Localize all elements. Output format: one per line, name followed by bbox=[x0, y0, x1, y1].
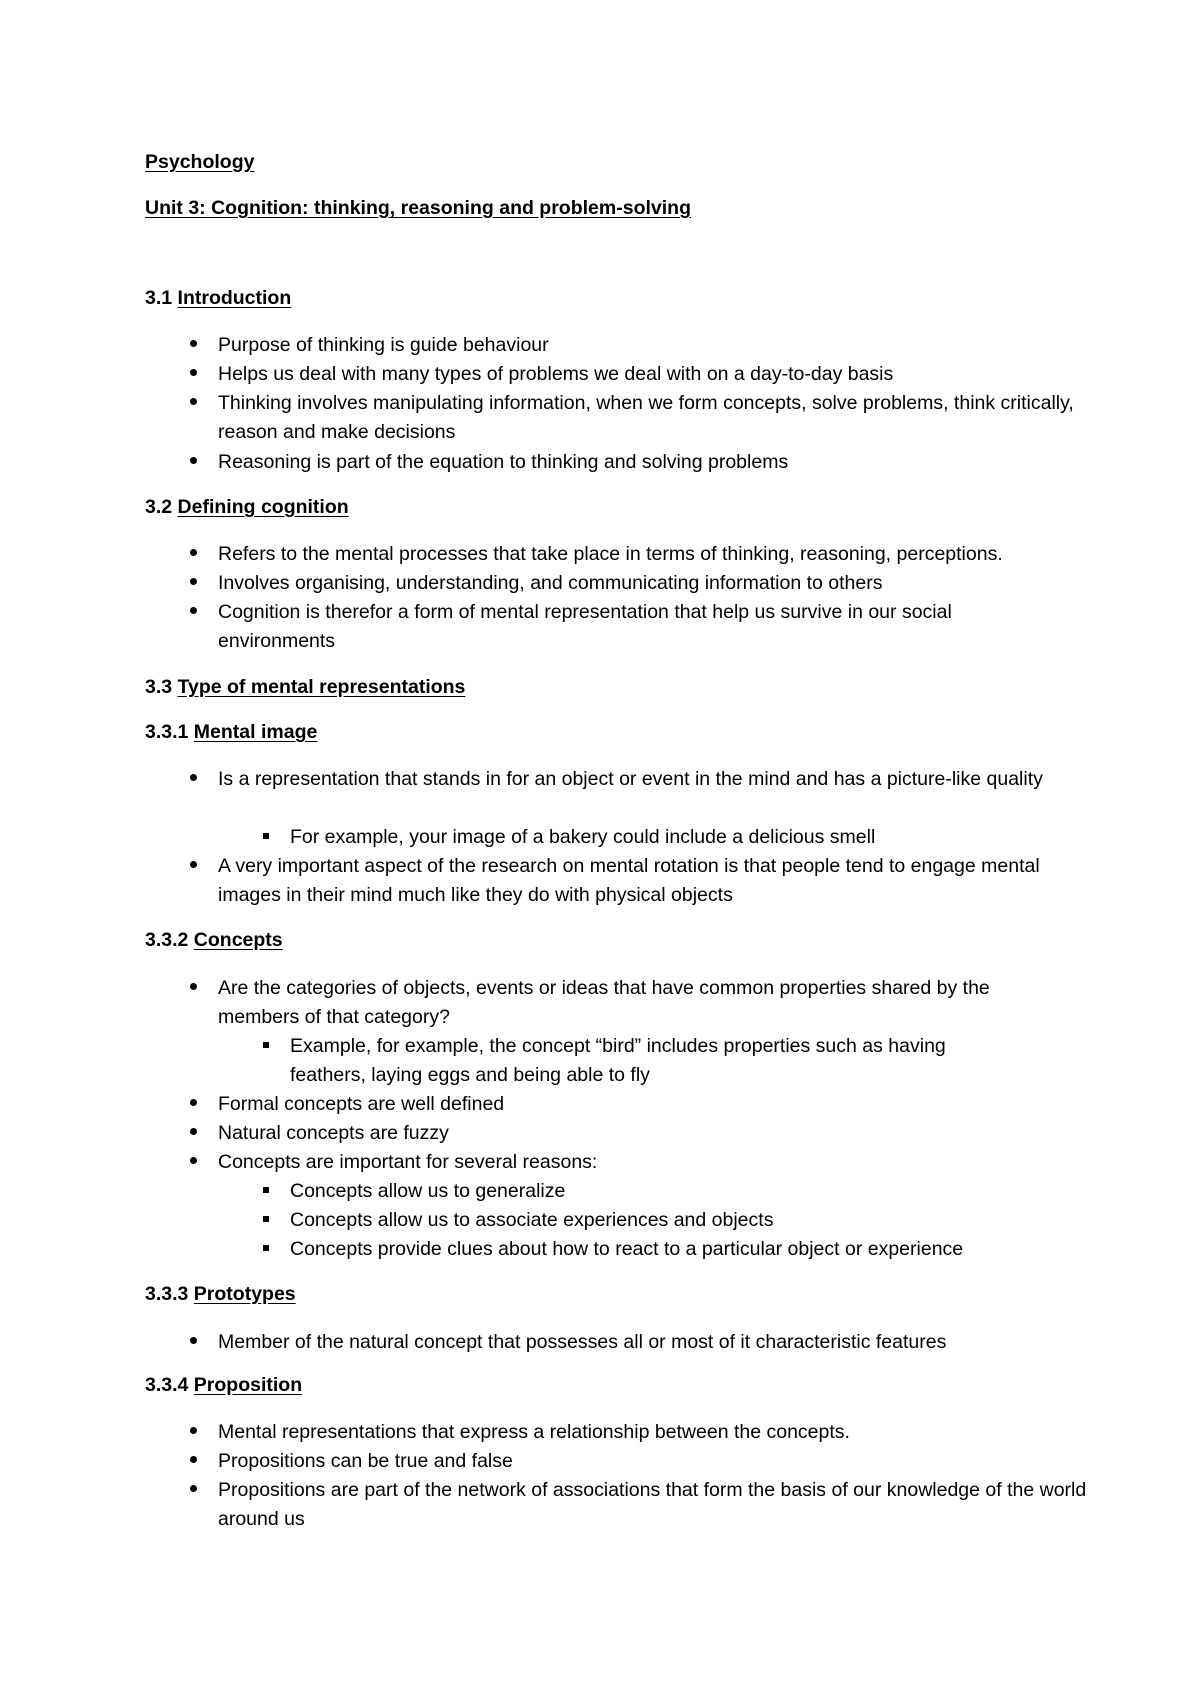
section-title: Defining cognition bbox=[177, 496, 349, 518]
square-bullet-icon bbox=[263, 1042, 269, 1048]
sub-list-item: Example, for example, the concept “bird” includes properties such as having feathers, laying eggs and being able to fly bbox=[290, 1035, 946, 1086]
list-item: Purpose of thinking is guide behaviour bbox=[218, 334, 549, 356]
bullet-icon bbox=[190, 1157, 197, 1164]
bullet-icon bbox=[190, 340, 197, 347]
list-item: Propositions can be true and false bbox=[218, 1450, 513, 1472]
list-item: Natural concepts are fuzzy bbox=[218, 1122, 449, 1144]
list-item: Reasoning is part of the equation to thinking and solving problems bbox=[218, 451, 789, 473]
list-item: Thinking involves manipulating information, when we form concepts, solve problems, think critically, reason and make decisions bbox=[218, 392, 1074, 443]
sub-list-item: Concepts allow us to generalize bbox=[290, 1180, 566, 1202]
sub-list-item: For example, your image of a bakery could include a delicious smell bbox=[290, 826, 876, 848]
section-heading bbox=[145, 495, 349, 519]
square-bullet-icon bbox=[263, 1245, 269, 1251]
list-item: Propositions are part of the network of associations that form the basis of our knowledge of the world around us bbox=[218, 1479, 1087, 1530]
section-title: Concepts bbox=[193, 929, 283, 951]
section-heading bbox=[145, 928, 283, 952]
bullet-icon bbox=[190, 1337, 197, 1344]
section-title: Proposition bbox=[193, 1374, 303, 1396]
list-item: Concepts are important for several reasons: bbox=[218, 1151, 598, 1173]
bullet-icon bbox=[190, 1099, 197, 1106]
section-title: Type of mental representations bbox=[177, 676, 466, 698]
list-item: Refers to the mental processes that take place in terms of thinking, reasoning, perceptions. bbox=[218, 543, 1003, 565]
list-item: Are the categories of objects, events or ideas that have common properties shared by the members of that category? bbox=[218, 977, 990, 1028]
list-item: Member of the natural concept that possesses all or most of it characteristic features bbox=[218, 1331, 947, 1353]
square-bullet-icon bbox=[263, 833, 269, 839]
square-bullet-icon bbox=[263, 1216, 269, 1222]
section-number: 3.3.1 bbox=[145, 721, 189, 743]
section-number: 3.3.2 bbox=[145, 929, 189, 951]
list-item: Mental representations that express a relationship between the concepts. bbox=[218, 1421, 850, 1443]
bullet-icon bbox=[190, 983, 197, 990]
bullet-icon bbox=[190, 1128, 197, 1135]
list-item: Cognition is therefor a form of mental representation that help us survive in our social environments bbox=[218, 601, 952, 652]
section-number: 3.3.3 bbox=[145, 1283, 189, 1305]
section-heading bbox=[145, 720, 317, 744]
bullet-icon bbox=[190, 578, 197, 585]
list-item: Helps us deal with many types of problems we deal with on a day-to-day basis bbox=[218, 363, 894, 385]
section-number: 3.3 bbox=[145, 676, 173, 698]
section-heading bbox=[145, 1373, 302, 1397]
sub-list-item: Concepts provide clues about how to react to a particular object or experience bbox=[290, 1238, 964, 1260]
bullet-icon bbox=[190, 1427, 197, 1434]
section-heading bbox=[145, 675, 465, 699]
bullet-icon bbox=[190, 774, 197, 781]
bullet-icon bbox=[190, 457, 197, 464]
section-heading bbox=[145, 286, 291, 310]
section-title: Introduction bbox=[177, 287, 292, 309]
bullet-icon bbox=[190, 398, 197, 405]
section-heading bbox=[145, 1282, 296, 1306]
unit-title: Unit 3: Cognition: thinking, reasoning and problem-solving bbox=[145, 197, 691, 219]
bullet-icon bbox=[190, 369, 197, 376]
list-item: A very important aspect of the research on mental rotation is that people tend to engage mental images in their mind much like they do with physical objects bbox=[218, 855, 1040, 906]
bullet-icon bbox=[190, 861, 197, 868]
section-number: 3.3.4 bbox=[145, 1374, 189, 1396]
section-number: 3.1 bbox=[145, 287, 173, 309]
list-item: Is a representation that stands in for an object or event in the mind and has a picture-like quality bbox=[218, 768, 1043, 790]
document-title: Psychology bbox=[145, 151, 255, 173]
bullet-icon bbox=[190, 607, 197, 614]
list-item: Formal concepts are well defined bbox=[218, 1093, 505, 1115]
sub-list-item: Concepts allow us to associate experiences and objects bbox=[290, 1209, 774, 1231]
section-title: Prototypes bbox=[193, 1283, 296, 1305]
bullet-icon bbox=[190, 1485, 197, 1492]
bullet-icon bbox=[190, 1456, 197, 1463]
square-bullet-icon bbox=[263, 1187, 269, 1193]
section-title: Mental image bbox=[193, 721, 318, 743]
bullet-icon bbox=[190, 549, 197, 556]
section-number: 3.2 bbox=[145, 496, 173, 518]
list-item: Involves organising, understanding, and communicating information to others bbox=[218, 572, 883, 594]
